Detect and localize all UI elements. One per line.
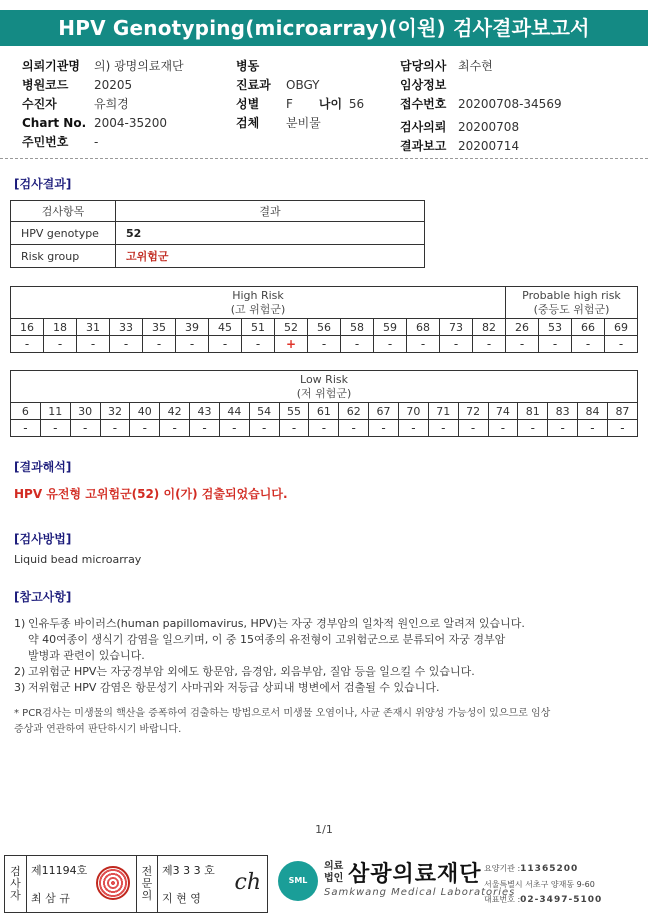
lab-logo-footer [274, 855, 644, 913]
result-value-genotype: 52 [116, 222, 425, 245]
info-row-report-date [400, 136, 562, 155]
logo-prefix [324, 861, 343, 885]
genotype-cell: 71 [428, 403, 458, 420]
note-1-line-3: 발병과 관련이 있습니다. [28, 649, 145, 662]
result-item-risk-group: Risk group [11, 245, 116, 268]
phone-number: 02-3497-5100 [520, 895, 603, 905]
low-risk-header [11, 371, 638, 403]
low-risk-subtitle: (저 위험군) [296, 386, 352, 400]
dept-value: OBGY [286, 77, 320, 92]
ward-label: 병동 [236, 59, 260, 73]
specialist-license-no: 제3 3 3 호 [162, 864, 215, 877]
genotype-result-cell: - [242, 336, 275, 353]
genotype-result-cell: - [407, 336, 440, 353]
genotype-result-cell: - [369, 420, 399, 437]
page-number: 1/1 [315, 823, 333, 836]
note-1-line-2: 약 40여종이 생식기 감염을 일으키며, 이 중 15여종의 유전형이 고위험군으로 분류되어 자궁 경부암 [28, 633, 506, 646]
info-row-specimen [236, 113, 364, 132]
probable-high-risk-header [506, 287, 638, 319]
info-row-doctor [400, 56, 562, 75]
genotype-result-cell: - [40, 420, 70, 437]
header-divider [0, 158, 648, 159]
genotype-result-cell: - [219, 420, 249, 437]
genotype-result-cell: - [190, 420, 220, 437]
genotype-result-cell: - [77, 336, 110, 353]
genotype-result-cell: - [70, 420, 100, 437]
result-table [10, 200, 425, 268]
probable-high-risk-title: Probable high risk [522, 288, 621, 302]
note-number-1: 1) [14, 617, 26, 630]
facility-code: 11365200 [520, 864, 579, 874]
genotype-cell: 35 [143, 319, 176, 336]
specialist-cell [158, 856, 267, 912]
info-row-hospital-code [22, 75, 184, 94]
clinical-info-label: 임상정보 [400, 78, 447, 92]
note-number-2: 2) [14, 665, 26, 678]
low-risk-mark-row [11, 420, 638, 437]
genotype-cell: 81 [518, 403, 548, 420]
examiner-name: 최 삼 규 [31, 892, 70, 905]
examiner-license-no: 제11194호 [31, 864, 88, 877]
genotype-result-cell: - [100, 420, 130, 437]
info-row-resident-no [22, 132, 184, 151]
doctor-label: 담당의사 [400, 59, 447, 73]
sml-logo-icon: SML [278, 861, 318, 901]
genotype-result-cell: - [506, 336, 539, 353]
genotype-result-cell: - [44, 336, 77, 353]
report-date-value: 20200714 [458, 138, 520, 153]
genotype-cell: 6 [11, 403, 41, 420]
genotype-result-cell: - [130, 420, 160, 437]
genotype-result-cell: - [249, 420, 279, 437]
genotype-result-cell: - [11, 420, 41, 437]
genotype-result-cell: - [458, 420, 488, 437]
pcr-footnote [14, 706, 614, 738]
note-number-3: 3) [14, 681, 26, 694]
examiner-label [5, 856, 27, 912]
low-risk-header-row [11, 371, 638, 403]
genotype-result-cell: - [539, 336, 572, 353]
genotype-cell: 68 [407, 319, 440, 336]
genotype-cell: 87 [607, 403, 637, 420]
receipt-no-value: 20200708-34569 [458, 96, 562, 111]
institution-value: 의) 광명의료재단 [94, 59, 184, 73]
info-row-request-date [400, 117, 562, 136]
result-head-item: 검사항목 [11, 201, 116, 222]
genotype-cell: 59 [374, 319, 407, 336]
genotype-result-cell: - [605, 336, 638, 353]
table-row [11, 222, 425, 245]
info-row-institution [22, 56, 184, 75]
genotype-result-cell: - [428, 420, 458, 437]
result-value-risk-group: 고위험군 [116, 245, 425, 268]
info-row-clinical-info [400, 75, 562, 94]
note-1-line-1: 인유두종 바이러스(human papillomavirus, HPV)는 자궁 경부암의 일차적 원인으로 알려져 있습니다. [28, 617, 525, 630]
section-result-heading: [검사결과] [14, 177, 72, 191]
low-risk-type-row [11, 403, 638, 420]
logo-prefix-line-2: 법인 [324, 873, 344, 884]
high-risk-header-row [11, 287, 638, 319]
genotype-result-cell: + [275, 336, 308, 353]
interpretation-text: HPV 유전형 고위험군(52) 이(가) 검출되었습니다. [14, 487, 288, 501]
genotype-cell: 84 [578, 403, 608, 420]
low-risk-genotype-table [10, 370, 638, 437]
genotype-cell: 45 [209, 319, 242, 336]
info-column-report [400, 56, 562, 155]
report-date-label: 결과보고 [400, 139, 447, 153]
note-item-2 [14, 664, 634, 680]
genotype-cell: 26 [506, 319, 539, 336]
specialist-name: 지 현 영 [162, 892, 201, 905]
high-risk-title: High Risk [232, 288, 284, 302]
genotype-cell: 56 [308, 319, 341, 336]
result-head-result: 결과 [116, 201, 425, 222]
handwritten-signature: ch [234, 870, 261, 895]
genotype-result-cell: - [607, 420, 637, 437]
hospital-code-value: 20205 [94, 77, 133, 92]
footnote-line-1: * PCR검사는 미생물의 핵산을 증폭하여 검출하는 방법으로서 미생물 오염이나, 사균 존재시 위양성 가능성이 있으므로 임상 [14, 708, 551, 719]
specimen-label: 검체 [236, 116, 260, 130]
genotype-cell: 66 [572, 319, 605, 336]
examiner-cell [27, 856, 136, 912]
report-title: HPV Genotyping(microarray)(이원) 검사결과보고서 [0, 10, 648, 46]
high-risk-header [11, 287, 506, 319]
info-row-ward [236, 56, 364, 75]
genotype-result-cell: - [440, 336, 473, 353]
logo-prefix-line-1: 의료 [324, 861, 344, 872]
genotype-result-cell: - [398, 420, 428, 437]
genotype-cell: 70 [398, 403, 428, 420]
genotype-cell: 83 [548, 403, 578, 420]
chart-no-value: 2004-35200 [94, 115, 168, 130]
lab-address: 서울특별시 서초구 양재동 9-60 [484, 880, 595, 889]
genotype-result-cell: - [488, 420, 518, 437]
genotype-cell: 32 [100, 403, 130, 420]
genotype-cell: 55 [279, 403, 309, 420]
genotype-result-cell: - [176, 336, 209, 353]
genotype-cell: 58 [341, 319, 374, 336]
note-item-3 [14, 680, 634, 696]
genotype-cell: 51 [242, 319, 275, 336]
genotype-result-cell: - [160, 420, 190, 437]
info-row-chart-no [22, 113, 184, 132]
genotype-cell: 61 [309, 403, 339, 420]
high-risk-genotype-table [10, 286, 638, 353]
genotype-result-cell: - [518, 420, 548, 437]
genotype-result-cell: - [279, 420, 309, 437]
notes-list [14, 616, 634, 696]
note-3-text: 저위험군 HPV 감염은 항문성기 사마귀와 저등급 상피내 병변에서 검출될 수 있습니다. [28, 681, 440, 694]
footnote-line-2: 증상과 연관하여 판단하시기 바랍니다. [14, 724, 182, 735]
genotype-result-cell: - [309, 420, 339, 437]
genotype-result-cell: - [209, 336, 242, 353]
genotype-cell: 72 [458, 403, 488, 420]
genotype-result-cell: - [341, 336, 374, 353]
info-row-receipt-no [400, 94, 562, 113]
resident-no-label: 주민번호 [22, 135, 69, 149]
method-text: Liquid bead microarray [14, 553, 142, 566]
specimen-value: 분비물 [286, 116, 321, 130]
facility-code-label: 요양기관 : [484, 864, 521, 873]
patient-value: 유희경 [94, 97, 129, 111]
info-row-dept [236, 75, 364, 94]
section-notes-heading: [참고사항] [14, 590, 72, 604]
genotype-cell: 33 [110, 319, 143, 336]
result-table-header [11, 201, 425, 222]
chart-no-label: Chart No. [22, 115, 87, 130]
genotype-result-cell: - [548, 420, 578, 437]
genotype-result-cell: - [110, 336, 143, 353]
genotype-cell: 31 [77, 319, 110, 336]
doctor-value: 최수현 [458, 59, 493, 73]
examiner-label-text: 검 사 자 [10, 865, 21, 902]
request-date-value: 20200708 [458, 119, 520, 134]
info-column-patient [22, 56, 184, 151]
age-label: 나이 [318, 97, 343, 111]
info-row-sex-age [236, 94, 364, 113]
phone-label: 대표번호 : [484, 895, 521, 904]
genotype-cell: 74 [488, 403, 518, 420]
note-item-1 [14, 616, 634, 632]
genotype-result-cell: - [374, 336, 407, 353]
sex-value: F [286, 96, 293, 111]
note-2-text: 고위험군 HPV는 자궁경부암 외에도 항문암, 음경암, 외음부암, 질암 등을 일으킬 수 있습니다. [28, 665, 475, 678]
patient-label: 수진자 [22, 97, 57, 111]
genotype-cell: 54 [249, 403, 279, 420]
request-date-label: 검사의뢰 [400, 120, 447, 134]
age-value: 56 [348, 96, 365, 111]
genotype-cell: 44 [219, 403, 249, 420]
lab-contact-info [484, 861, 602, 908]
dept-label: 진료과 [236, 78, 271, 92]
probable-high-risk-subtitle: (중등도 위험군) [533, 302, 610, 316]
genotype-cell: 67 [369, 403, 399, 420]
receipt-no-label: 접수번호 [400, 97, 447, 111]
signature-box [4, 855, 268, 913]
genotype-result-cell: - [339, 420, 369, 437]
genotype-cell: 39 [176, 319, 209, 336]
genotype-result-cell: - [308, 336, 341, 353]
section-method-heading: [검사방법] [14, 532, 72, 546]
high-risk-type-row [11, 319, 638, 336]
genotype-result-cell: - [578, 420, 608, 437]
sex-label: 성별 [236, 97, 260, 111]
specialist-label [136, 856, 158, 912]
genotype-cell: 82 [473, 319, 506, 336]
resident-no-value: - [94, 134, 99, 149]
genotype-cell: 40 [130, 403, 160, 420]
genotype-cell: 11 [40, 403, 70, 420]
high-risk-mark-row [11, 336, 638, 353]
genotype-result-cell: - [473, 336, 506, 353]
table-row [11, 245, 425, 268]
lab-name: 삼광의료재단 [348, 862, 482, 887]
info-row-patient [22, 94, 184, 113]
genotype-cell: 73 [440, 319, 473, 336]
high-risk-subtitle: (고 위험군) [230, 302, 286, 316]
genotype-cell: 52 [275, 319, 308, 336]
seal-stamp-icon [96, 866, 130, 900]
section-interpretation-heading: [결과해석] [14, 460, 72, 474]
institution-label: 의뢰기관명 [22, 59, 80, 73]
genotype-cell: 43 [190, 403, 220, 420]
hospital-code-label: 병원코드 [22, 78, 69, 92]
genotype-result-cell: - [143, 336, 176, 353]
specialist-label-text: 전 문 의 [141, 865, 153, 902]
genotype-cell: 30 [70, 403, 100, 420]
genotype-cell: 62 [339, 403, 369, 420]
lab-english-name: Samkwang Medical Laboratories [324, 887, 516, 898]
info-column-clinical [236, 56, 364, 132]
genotype-result-cell: - [572, 336, 605, 353]
genotype-cell: 69 [605, 319, 638, 336]
genotype-cell: 16 [11, 319, 44, 336]
result-item-genotype: HPV genotype [11, 222, 116, 245]
genotype-cell: 18 [44, 319, 77, 336]
genotype-cell: 53 [539, 319, 572, 336]
genotype-cell: 42 [160, 403, 190, 420]
genotype-result-cell: - [11, 336, 44, 353]
low-risk-title: Low Risk [300, 372, 348, 386]
